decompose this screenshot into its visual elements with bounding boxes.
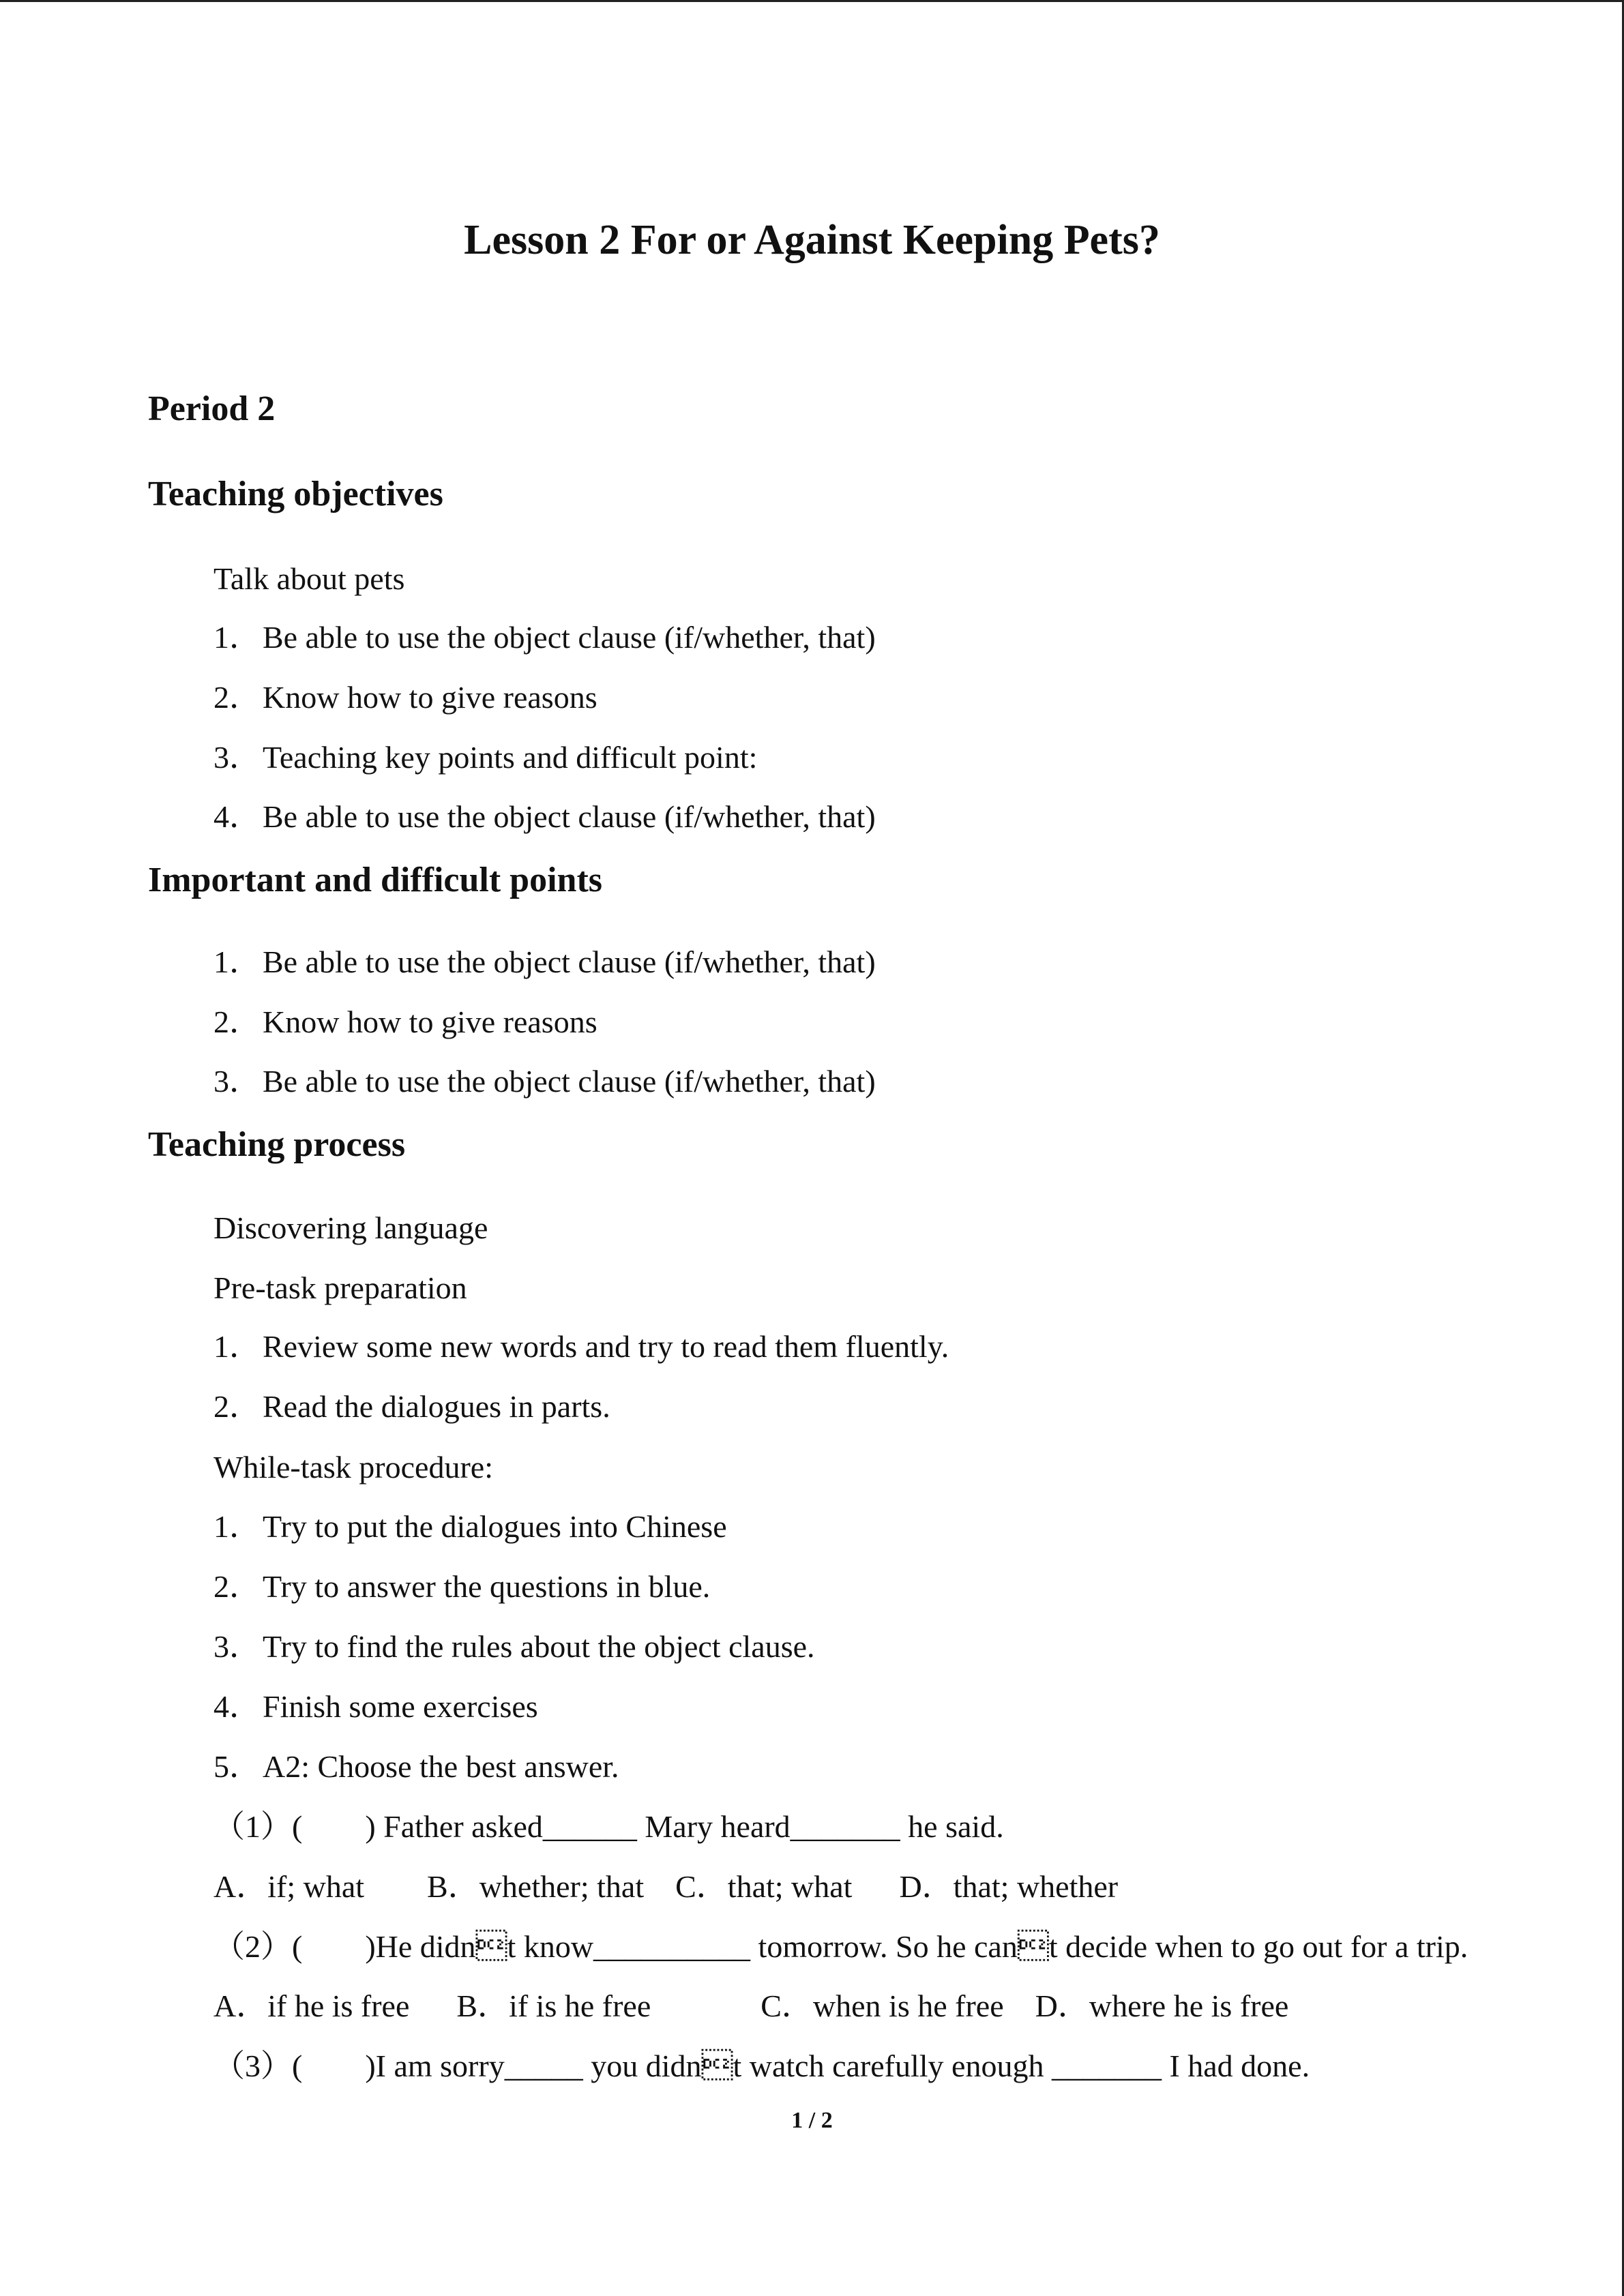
pre-task-label: Pre-task preparation <box>213 1270 467 1305</box>
item-number: 1． <box>213 1509 261 1544</box>
list-item <box>213 1386 610 1427</box>
item-number: 2． <box>213 680 261 715</box>
item-number: 1． <box>213 1329 261 1364</box>
list-item <box>213 1566 710 1607</box>
list-item <box>213 1746 619 1787</box>
item-text: Be able to use the object clause (if/whether, that) <box>263 799 876 834</box>
item-text: Be able to use the object clause (if/whether, that) <box>263 944 876 979</box>
item-number: 3． <box>213 1629 261 1664</box>
question-stem: （2）( )He didnt know__________ tomorrow. So he cant decide when to go out for a trip. <box>213 1929 1468 1964</box>
points-heading: Important and difficult points <box>148 861 602 899</box>
question-options: A．if; what B．whether; that C．that; what D．that; whether <box>213 1869 1119 1904</box>
item-text: Read the dialogues in parts. <box>263 1389 610 1424</box>
item-number: 3． <box>213 1064 261 1099</box>
while-task-label: While-task procedure: <box>213 1450 493 1485</box>
item-number: 2． <box>213 1004 261 1039</box>
item-text: Try to answer the questions in blue. <box>263 1569 711 1604</box>
list-item <box>213 1061 876 1102</box>
item-text: Be able to use the object clause (if/whether, that) <box>263 1064 876 1099</box>
process-heading: Teaching process <box>148 1125 406 1164</box>
item-number: 1． <box>213 944 261 979</box>
item-text: A2: Choose the best answer. <box>263 1749 619 1784</box>
item-text: Review some new words and try to read them fluently. <box>263 1329 949 1364</box>
question-stem: （3）( )I am sorry_____ you didnt watch carefully enough _______ I had done. <box>213 2048 1310 2083</box>
question-options: A．if he is free B．if is he free C．when is he free D．where he is free <box>213 1988 1289 2023</box>
item-number: 4． <box>213 1689 261 1724</box>
document-title: Lesson 2 For or Against Keeping Pets? <box>464 217 1160 263</box>
item-text: Be able to use the object clause (if/whether, that) <box>263 620 876 655</box>
list-item <box>213 1002 597 1043</box>
list-item <box>213 737 757 778</box>
item-number: 4． <box>213 799 261 834</box>
objectives-heading: Teaching objectives <box>148 475 443 513</box>
item-number: 3． <box>213 740 261 775</box>
item-text: Try to put the dialogues into Chinese <box>263 1509 727 1544</box>
list-item <box>213 796 876 837</box>
objectives-intro: Talk about pets <box>213 561 405 596</box>
list-item <box>213 1506 727 1547</box>
item-number: 5． <box>213 1749 261 1784</box>
question-stem: （1）( ) Father asked______ Mary heard_______ he said. <box>213 1809 1004 1844</box>
list-item <box>213 617 876 658</box>
item-text: Teaching key points and difficult point: <box>263 740 758 775</box>
list-item <box>213 677 597 718</box>
period-heading: Period 2 <box>148 389 276 428</box>
item-text: Try to find the rules about the object clause. <box>263 1629 815 1664</box>
item-number: 2． <box>213 1389 261 1424</box>
list-item <box>213 1686 538 1727</box>
page-border-top <box>0 0 1624 2</box>
page-number: 1 / 2 <box>791 2108 833 2133</box>
item-number: 1． <box>213 620 261 655</box>
item-text: Finish some exercises <box>263 1689 538 1724</box>
item-text: Know how to give reasons <box>263 1004 597 1039</box>
discovering-label: Discovering language <box>213 1210 488 1245</box>
list-item <box>213 1326 949 1367</box>
list-item <box>213 1626 815 1667</box>
list-item <box>213 942 876 983</box>
item-text: Know how to give reasons <box>263 680 597 715</box>
item-number: 2． <box>213 1569 261 1604</box>
